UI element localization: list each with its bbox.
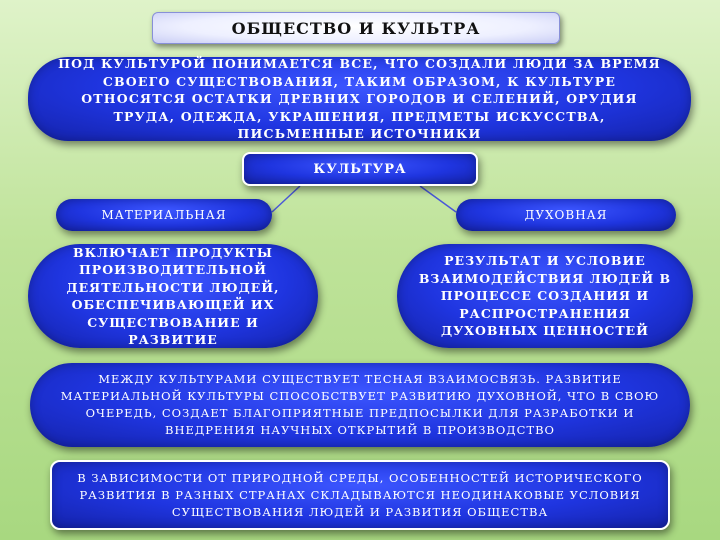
spiritual-description: РЕЗУЛЬТАТ И УСЛОВИЕ ВЗАИМОДЕЙСТВИЯ ЛЮДЕЙ В ПРОЦЕССЕ СОЗДАНИЯ И РАСПРОСТРАНЕНИЯ ДУХОВНЫХ ЦЕННОСТЕЙ xyxy=(418,253,672,339)
material-description-box xyxy=(28,244,318,348)
page-title: ОБЩЕСТВО И КУЛЬТРА xyxy=(231,18,481,38)
environment-box xyxy=(50,460,670,530)
definition-text: ПОД КУЛЬТУРОЙ ПОНИМАЕТСЯ ВСЕ, ЧТО СОЗДАЛИ ЛЮДИ ЗА ВРЕМЯ СВОЕГО СУЩЕСТВОВАНИЯ, ТАКИМ ОБРАЗОМ, К КУЛЬТУРЕ ОТНОСЯТСЯ ОСТАТКИ ДРЕВНИХ ГОРОДОВ И СЕЛЕНИЙ, ОРУДИЯ ТРУДА, ОДЕЖДА, УКРАШЕНИЯ, ПРЕДМЕТЫ ИСКУССТВА, ПИСЬМЕННЫЕ ИСТОЧНИКИ xyxy=(58,56,661,142)
culture-box xyxy=(242,152,478,186)
spiritual-description-box xyxy=(397,244,693,348)
definition-box xyxy=(28,57,691,141)
environment-text: В ЗАВИСИМОСТИ ОТ ПРИРОДНОЙ СРЕДЫ, ОСОБЕННОСТЕЙ ИСТОРИЧЕСКОГО РАЗВИТИЯ В РАЗНЫХ СТРАНАХ СКЛАДЫВАЮТСЯ НЕОДИНАКОВЫЕ УСЛОВИЯ СУЩЕСТВОВАНИЯ ЛЮДЕЙ И РАЗВИТИЯ ОБЩЕСТВА xyxy=(77,470,643,519)
material-description: ВКЛЮЧАЕТ ПРОДУКТЫ ПРОИЗВОДИТЕЛЬНОЙ ДЕЯТЕЛЬНОСТИ ЛЮДЕЙ, ОБЕСПЕЧИВАЮЩЕЙ ИХ СУЩЕСТВОВАНИЕ И РАЗВИТИЕ xyxy=(66,244,280,347)
connector-culture-spiritual xyxy=(420,186,456,212)
culture-label: КУЛЬТУРА xyxy=(313,161,407,177)
material-label: МАТЕРИАЛЬНАЯ xyxy=(101,207,227,222)
interrelation-box xyxy=(30,363,690,447)
title-box xyxy=(152,12,560,44)
material-label-box xyxy=(56,199,272,231)
spiritual-label-box xyxy=(456,199,676,231)
spiritual-label: ДУХОВНАЯ xyxy=(524,207,608,222)
interrelation-text: МЕЖДУ КУЛЬТУРАМИ СУЩЕСТВУЕТ ТЕСНАЯ ВЗАИМОСВЯЗЬ. РАЗВИТИЕ МАТЕРИАЛЬНОЙ КУЛЬТУРЫ СПОСОБСТВУЕТ РАЗВИТИЮ ДУХОВНОЙ, ЧТО В СВОЮ ОЧЕРЕДЬ, СОЗДАЕТ БЛАГОПРИЯТНЫЕ ПРЕДПОСЫЛКИ ДЛЯ РАЗРАБОТКИ И ВНЕДРЕНИЯ НАУЧНЫХ ОТКРЫТИЙ В ПРОИЗВОДСТВО xyxy=(60,372,660,437)
connector-culture-material xyxy=(272,186,300,212)
